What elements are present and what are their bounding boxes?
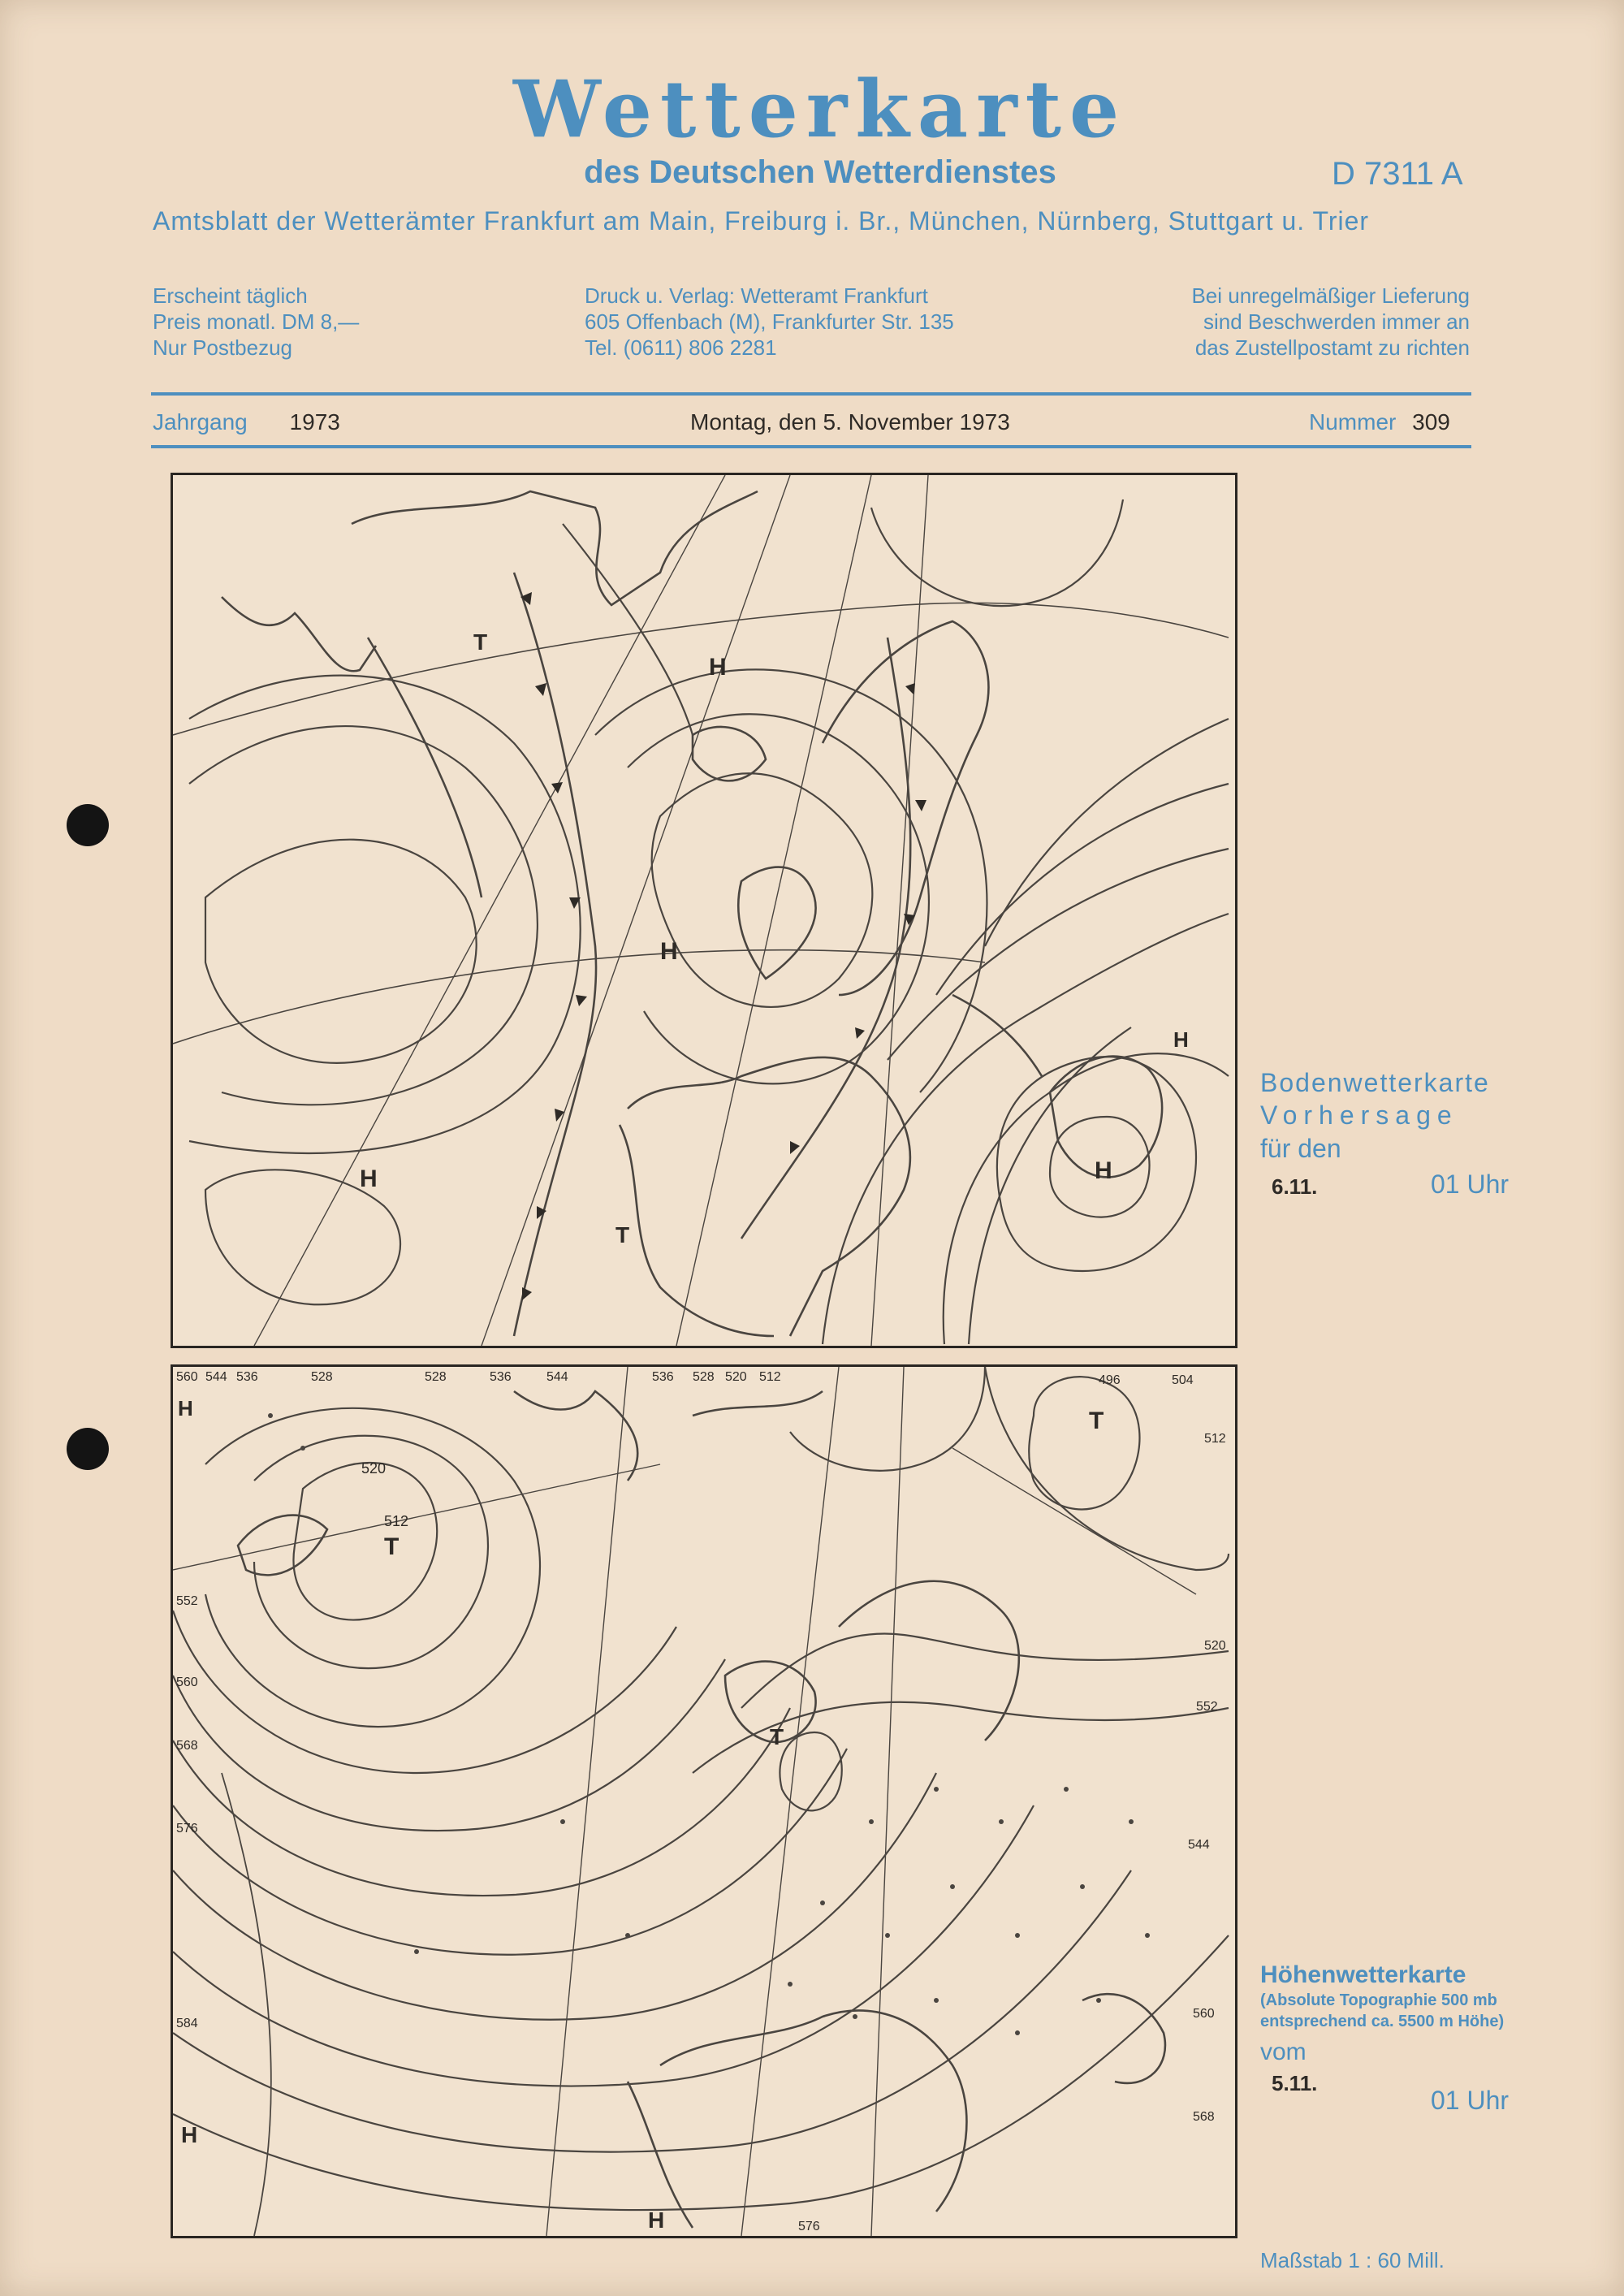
contour-label: 520 xyxy=(1204,1639,1226,1653)
info-line: das Zustellpostamt zu richten xyxy=(1194,335,1470,360)
issue-date: Montag, den 5. November 1973 xyxy=(690,409,1010,435)
high-pressure-label: H xyxy=(181,2122,198,2147)
contour-label: 528 xyxy=(311,1370,333,1384)
volume-label: Jahrgang xyxy=(153,409,248,435)
contour-label: 552 xyxy=(1196,1700,1218,1714)
surface-map-time: 01 Uhr xyxy=(1431,1170,1510,1199)
contour-label: 568 xyxy=(176,1739,198,1753)
upper-map-date: 5.11. xyxy=(1272,2071,1318,2095)
map-scale: Maßstab 1 : 60 Mill. xyxy=(1260,2248,1445,2272)
low-pressure-label: T xyxy=(615,1222,630,1247)
contour-label: 560 xyxy=(176,1676,198,1689)
contour-label: 544 xyxy=(1188,1838,1210,1852)
contour-label: 560 xyxy=(176,1370,198,1384)
upper-map-time: 01 Uhr xyxy=(1431,2086,1510,2115)
contour-label: 512 xyxy=(1204,1432,1226,1446)
contour-label: 536 xyxy=(652,1370,674,1384)
upper-map-title: Höhenwetterkarte xyxy=(1260,1961,1466,1988)
contour-label: 584 xyxy=(176,2017,198,2030)
upper-map-note: (Absolute Topographie 500 mb xyxy=(1260,1991,1497,2009)
contour-label: 520 xyxy=(725,1370,747,1384)
info-line: Nur Postbezug xyxy=(153,335,292,360)
masthead-subtitle: des Deutschen Wetterdienstes xyxy=(584,154,1056,190)
surface-map-title: Bodenwetterkarte xyxy=(1260,1068,1490,1097)
punch-hole xyxy=(67,1428,109,1470)
contour-label: 552 xyxy=(176,1594,198,1608)
contour-label: 560 xyxy=(1193,2007,1215,2021)
contour-label: 536 xyxy=(236,1370,258,1384)
contour-label: 528 xyxy=(425,1370,447,1384)
issue-number xyxy=(1309,409,1450,435)
high-pressure-label: H xyxy=(660,938,678,965)
contour-label: 496 xyxy=(1099,1373,1121,1387)
info-line: sind Beschwerden immer an xyxy=(1203,309,1470,334)
punch-hole xyxy=(67,804,109,846)
contour-label: 568 xyxy=(1193,2110,1215,2124)
contour-label: 504 xyxy=(1172,1373,1194,1387)
agencies-line: Amtsblatt der Wetterämter Frankfurt am Main, Freiburg i. Br., München, Nürnberg, Stuttgart u. Trier xyxy=(153,206,1370,236)
surface-weather-map xyxy=(171,473,1237,1348)
number-label: Nummer xyxy=(1309,409,1397,435)
contour-label: 576 xyxy=(176,1822,198,1836)
low-pressure-label: T xyxy=(1089,1407,1104,1434)
info-line: Erscheint täglich xyxy=(153,283,308,308)
high-pressure-label: H xyxy=(178,1396,193,1420)
info-line: Bei unregelmäßiger Lieferung xyxy=(1191,283,1470,308)
info-line: Tel. (0611) 806 2281 xyxy=(585,335,777,360)
upper-air-map xyxy=(171,1364,1237,2238)
low-pressure-label: T xyxy=(770,1724,784,1749)
info-line: Druck u. Verlag: Wetteramt Frankfurt xyxy=(585,283,928,308)
low-pressure-label: T xyxy=(384,1533,400,1560)
volume xyxy=(153,409,340,435)
high-pressure-label: H xyxy=(1095,1157,1112,1184)
contour-label: 512 xyxy=(759,1370,781,1384)
contour-label: 576 xyxy=(798,2220,820,2233)
high-pressure-label: H xyxy=(360,1165,378,1192)
contour-label: 544 xyxy=(546,1370,568,1384)
contour-label: 520 xyxy=(361,1460,387,1477)
publisher-info xyxy=(585,283,954,361)
masthead-title: Wetterkarte xyxy=(512,63,1128,155)
info-line: Preis monatl. DM 8,— xyxy=(153,309,360,334)
surface-map-subtitle: Vorhersage xyxy=(1260,1100,1458,1130)
surface-map-for-label: für den xyxy=(1260,1134,1341,1163)
low-pressure-label: T xyxy=(473,629,488,655)
info-line: 605 Offenbach (M), Frankfurter Str. 135 xyxy=(585,309,954,334)
contour-label: 536 xyxy=(490,1370,512,1384)
volume-value: 1973 xyxy=(289,409,340,435)
upper-map-from-label: vom xyxy=(1260,2039,1307,2065)
number-value: 309 xyxy=(1412,409,1450,435)
publication-info xyxy=(153,283,359,361)
high-pressure-label: H xyxy=(648,2207,665,2233)
contour-label: 512 xyxy=(384,1513,409,1529)
high-pressure-label: H xyxy=(709,654,727,681)
upper-map-drawing xyxy=(173,1367,1235,2236)
surface-map-drawing xyxy=(173,475,1235,1346)
high-pressure-label: H xyxy=(1173,1027,1189,1052)
rule-top xyxy=(151,392,1471,396)
surface-map-date: 6.11. xyxy=(1272,1174,1318,1199)
upper-map-note: entsprechend ca. 5500 m Höhe) xyxy=(1260,2013,1505,2030)
rule-bottom xyxy=(151,445,1471,448)
contour-label: 544 xyxy=(205,1370,227,1384)
contour-label: 528 xyxy=(693,1370,715,1384)
delivery-info xyxy=(1153,283,1470,361)
document-code: D 7311 A xyxy=(1332,156,1463,192)
